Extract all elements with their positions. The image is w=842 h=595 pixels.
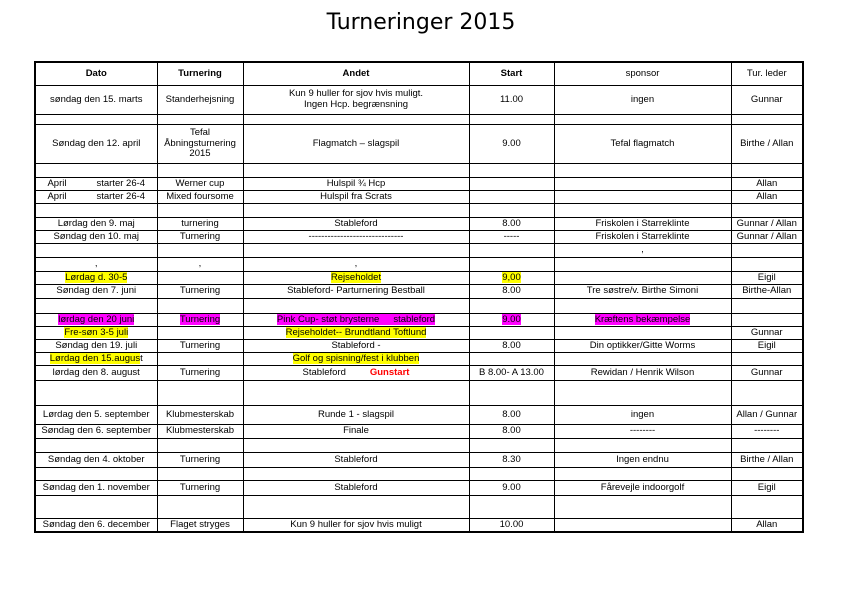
cell-sponsor: ingen xyxy=(554,86,731,115)
empty-row xyxy=(35,164,803,178)
cell-turnering: Turnering xyxy=(157,366,243,381)
cell-sponsor: Friskolen i Starreklinte xyxy=(554,231,731,244)
cell-dato: Søndag den 10. maj xyxy=(35,231,157,244)
turnering-line: Åbningsturnering xyxy=(164,137,236,149)
cell-turnering: , xyxy=(157,258,243,272)
table-row xyxy=(35,258,803,272)
cell-andet: Hulspil fra Scrats xyxy=(243,191,469,204)
cell-dato: Lørdag den 9. maj xyxy=(35,218,157,231)
cell-turnering: Mixed foursome xyxy=(157,191,243,204)
empty-row xyxy=(35,439,803,453)
sponsor-highlight: Kræftens bekæmpelse xyxy=(594,313,691,325)
dato-highlight: Lørdag den 15.augus xyxy=(49,352,141,364)
table-row xyxy=(35,340,803,353)
table-row xyxy=(35,453,803,468)
cell-start: 8.00 xyxy=(469,425,554,439)
cell-leder: Birthe / Allan xyxy=(731,125,803,164)
header-start: Start xyxy=(469,62,554,86)
cell-leder: -------- xyxy=(731,425,803,439)
cell-start: 8.00 xyxy=(469,285,554,299)
andet-part: stableford xyxy=(393,313,436,325)
header-turnering: Turnering xyxy=(157,62,243,86)
cell-turnering xyxy=(157,125,243,164)
cell-dato: lørdag den 8. august xyxy=(35,366,157,381)
cell-leder: Gunnar xyxy=(731,366,803,381)
cell-start: 8.30 xyxy=(469,453,554,468)
cell-turnering: turnering xyxy=(157,218,243,231)
turnering-line: 2015 xyxy=(189,148,211,160)
table-row xyxy=(35,406,803,425)
cell-turnering: Turnering xyxy=(157,285,243,299)
header-row xyxy=(35,62,803,86)
header-leder: Tur. leder xyxy=(731,62,803,86)
cell-andet: Finale xyxy=(243,425,469,439)
andet-highlight: Golf og spisning/fest i klubben xyxy=(292,352,420,364)
table-row xyxy=(35,285,803,299)
cell-dato: Søndag den 6. december xyxy=(35,519,157,533)
cell-leder: Eigil xyxy=(731,340,803,353)
cell-andet: Stableford xyxy=(243,218,469,231)
dato-detail: starter 26-4 xyxy=(96,177,146,189)
cell-start: 8.00 xyxy=(469,406,554,425)
dato-highlight: lørdag den 20 juni xyxy=(58,313,135,325)
cell-dato: Søndag den 7. juni xyxy=(35,285,157,299)
cell-start: ----- xyxy=(469,231,554,244)
andet-line: Kun 9 huller for sjov hvis muligt. xyxy=(288,88,424,100)
cell-turnering: Turnering xyxy=(157,231,243,244)
andet-part: Stableford xyxy=(302,366,346,378)
cell-turnering: Klubmesterskab xyxy=(157,406,243,425)
cell-sponsor: Tre søstre/v. Birthe Simoni xyxy=(554,285,731,299)
start-highlight: 9,00 xyxy=(502,271,521,283)
cell-dato: Søndag den 4. oktober xyxy=(35,453,157,468)
cell-start: 11.00 xyxy=(469,86,554,115)
cell-dato: Søndag den 19. juli xyxy=(35,340,157,353)
andet-highlight: Rejseholdet xyxy=(330,271,382,283)
empty-row xyxy=(35,496,803,519)
cell-turnering: Turnering xyxy=(157,453,243,468)
cell-andet: Stableford xyxy=(243,481,469,496)
cell-andet: Flagmatch – slagspil xyxy=(243,125,469,164)
cell-dato xyxy=(35,191,157,204)
andet-highlight xyxy=(277,314,435,325)
start-highlight: 9.00 xyxy=(502,313,521,325)
cell-andet xyxy=(243,272,469,285)
cell-leder: Allan xyxy=(731,178,803,191)
cell-dato: , xyxy=(35,258,157,272)
cell-dato xyxy=(35,353,157,366)
cell-sponsor: Ingen endnu xyxy=(554,453,731,468)
cell-start: 9.00 xyxy=(469,125,554,164)
cell-sponsor: -------- xyxy=(554,425,731,439)
cell-andet xyxy=(243,353,469,366)
table-row xyxy=(35,327,803,340)
turnering-line: Tefal xyxy=(189,126,211,138)
cell-leder: Birthe / Allan xyxy=(731,453,803,468)
cell-andet: Stableford xyxy=(243,453,469,468)
table-row xyxy=(35,314,803,327)
cell-dato: Søndag den 6. september xyxy=(35,425,157,439)
cell-start: B 8.00- A 13.00 xyxy=(469,366,554,381)
table-row xyxy=(35,366,803,381)
cell-dato: Lørdag den 5. september xyxy=(35,406,157,425)
cell-andet: ------------------------------ xyxy=(243,231,469,244)
empty-row xyxy=(35,468,803,481)
cell-turnering: Flaget stryges xyxy=(157,519,243,533)
tournament-table xyxy=(34,61,804,533)
dato-highlight: Fre-søn 3-5 juli xyxy=(64,326,129,338)
cell-leder: Allan xyxy=(731,519,803,533)
cell-sponsor: , xyxy=(554,244,731,258)
cell-andet: Stableford- Parturnering Bestball xyxy=(243,285,469,299)
cell-leder: Eigil xyxy=(731,481,803,496)
gunstart-label: Gunstart xyxy=(369,366,410,378)
cell-andet xyxy=(243,314,469,327)
cell-sponsor: Tefal flagmatch xyxy=(554,125,731,164)
cell-andet xyxy=(243,86,469,115)
cell-leder: Allan xyxy=(731,191,803,204)
cell-dato: Søndag den 12. april xyxy=(35,125,157,164)
cell-leder: Birthe-Allan xyxy=(731,285,803,299)
cell-leder: Gunnar xyxy=(731,327,803,340)
cell-turnering: Werner cup xyxy=(157,178,243,191)
cell-start: 8.00 xyxy=(469,340,554,353)
cell-turnering: Klubmesterskab xyxy=(157,425,243,439)
cell-turnering: Standerhejsning xyxy=(157,86,243,115)
table-row xyxy=(35,244,803,258)
table-row xyxy=(35,231,803,244)
table-row xyxy=(35,218,803,231)
cell-leder: Gunnar / Allan xyxy=(731,218,803,231)
header-sponsor: sponsor xyxy=(554,62,731,86)
cell-andet: Hulspil ¾ Hcp xyxy=(243,178,469,191)
table-row xyxy=(35,178,803,191)
cell-sponsor: Fårevejle indoorgolf xyxy=(554,481,731,496)
cell-andet: Kun 9 huller for sjov hvis muligt xyxy=(243,519,469,533)
cell-start xyxy=(469,272,554,285)
cell-start xyxy=(469,314,554,327)
cell-turnering xyxy=(157,314,243,327)
table-row xyxy=(35,272,803,285)
table-row xyxy=(35,191,803,204)
header-andet: Andet xyxy=(243,62,469,86)
header-dato: Dato xyxy=(35,62,157,86)
cell-dato xyxy=(35,327,157,340)
turnering-highlight: Turnering xyxy=(179,313,221,325)
cell-dato: søndag den 15. marts xyxy=(35,86,157,115)
cell-andet: Stableford - xyxy=(243,340,469,353)
cell-leder: Gunnar xyxy=(731,86,803,115)
empty-row xyxy=(35,381,803,406)
cell-dato: Søndag den 1. november xyxy=(35,481,157,496)
table-row xyxy=(35,353,803,366)
cell-andet: , xyxy=(243,258,469,272)
cell-leder: Gunnar / Allan xyxy=(731,231,803,244)
empty-row xyxy=(35,299,803,314)
dato-detail: starter 26-4 xyxy=(96,190,146,202)
cell-andet xyxy=(243,327,469,340)
cell-dato xyxy=(35,272,157,285)
dato-month: April xyxy=(47,190,67,202)
dato-month: April xyxy=(47,177,67,189)
cell-dato xyxy=(35,178,157,191)
cell-start: 9.00 xyxy=(469,481,554,496)
cell-sponsor: Rewidan / Henrik Wilson xyxy=(554,366,731,381)
empty-row xyxy=(35,204,803,218)
cell-sponsor xyxy=(554,314,731,327)
table-row xyxy=(35,519,803,533)
table-row xyxy=(35,425,803,439)
table-row xyxy=(35,86,803,115)
andet-highlight: Rejseholdet-- Brundtland Toftlund xyxy=(285,326,427,338)
empty-row xyxy=(35,115,803,125)
cell-sponsor: ingen xyxy=(554,406,731,425)
cell-sponsor: Din optikker/Gitte Worms xyxy=(554,340,731,353)
cell-turnering: Turnering xyxy=(157,340,243,353)
cell-leder: Allan / Gunnar xyxy=(731,406,803,425)
cell-dato xyxy=(35,314,157,327)
table-row xyxy=(35,125,803,164)
dato-highlight: Lørdag d. 30-5 xyxy=(65,271,128,283)
dato-tail: t xyxy=(140,352,143,364)
cell-andet: Runde 1 - slagspil xyxy=(243,406,469,425)
cell-turnering: Turnering xyxy=(157,481,243,496)
cell-sponsor: Friskolen i Starreklinte xyxy=(554,218,731,231)
cell-start: 8.00 xyxy=(469,218,554,231)
cell-leder: Eigil xyxy=(731,272,803,285)
andet-line: Ingen Hcp. begrænsning xyxy=(303,99,409,110)
table-row xyxy=(35,481,803,496)
document-title: Turneringer 2015 xyxy=(326,10,516,35)
cell-start: 10.00 xyxy=(469,519,554,533)
andet-part: Pink Cup- støt brysterne xyxy=(276,313,380,325)
cell-andet xyxy=(243,366,469,381)
